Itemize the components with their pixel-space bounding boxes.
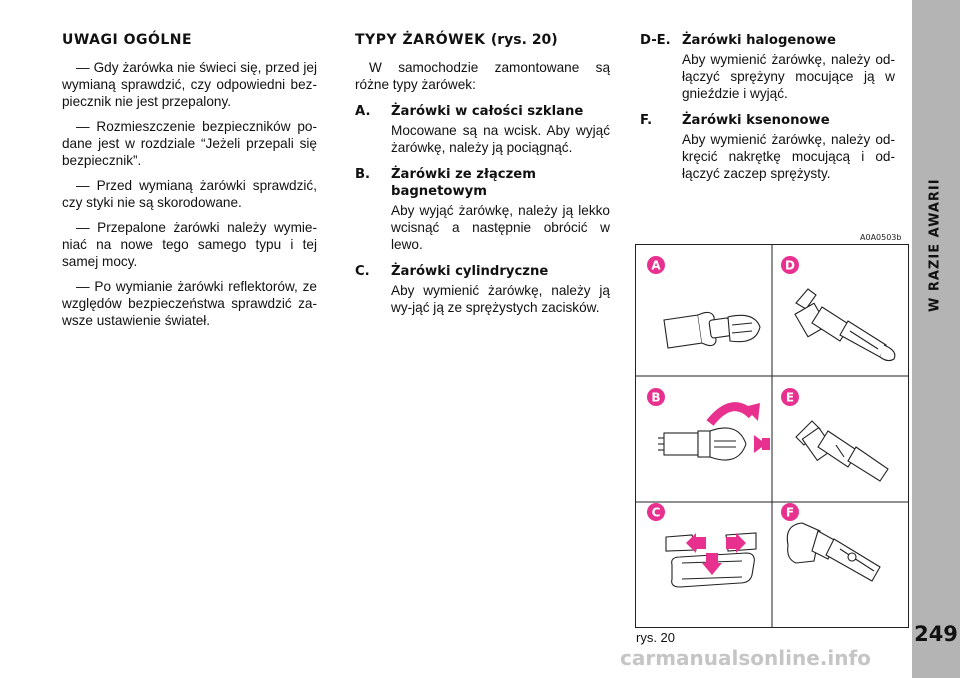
label-f-badge [781, 503, 799, 521]
label-d: D [785, 258, 795, 273]
bulb-illustration [636, 245, 908, 627]
rotate-arrow [710, 407, 752, 423]
list-item [640, 32, 895, 49]
item-title: Żarówki ksenonowe [682, 113, 830, 128]
item-title: Żarówki cylindryczne [391, 264, 549, 279]
bulb-e-halogen [796, 421, 888, 481]
label-b: B [651, 390, 661, 405]
watermark-text: carmanualsonline.info [620, 646, 871, 670]
column-bulb-types-cont [640, 32, 895, 188]
item-key: B. [355, 167, 371, 182]
paragraph: — Gdy żarówka nie świeci się, przed jej wymianą sprawdzić, czy odpowiedni bez-piecznik nie jest przepalony. [62, 60, 317, 109]
item-text: Aby wyjąć żarówkę, należy ją lekko wcisnąć a następnie obrócić w lewo. [391, 203, 610, 252]
item-title: Żarówki w całości szklane [391, 104, 584, 119]
column-general-notes [62, 32, 317, 337]
right-arrow-tail [726, 537, 736, 549]
heading-general-notes: UWAGI OGÓLNE [62, 32, 193, 48]
label-c: C [651, 505, 661, 520]
intro-paragraph: W samochodzie zamontowane są różne typy żarówek: [355, 60, 610, 92]
bulb-b-bayonet [658, 428, 746, 460]
item-title: Żarówki ze złączem bagnetowym [391, 167, 536, 199]
figure-code: A0A0503b [860, 233, 902, 242]
figure-caption: rys. 20 [636, 630, 676, 645]
list-item [355, 103, 610, 120]
label-c-badge [647, 503, 665, 521]
bulb-f-xenon [787, 523, 880, 581]
paragraph: — Przepalone żarówki należy wymie-niać na nowe tego samego typu i tej samej mocy. [62, 220, 317, 269]
item-text: Aby wymienić żarówkę, należy ją wy-jąć ją ze sprężystych zacisków. [391, 283, 610, 315]
bulb-types-figure [635, 244, 909, 628]
bulb-a-wedge [664, 312, 760, 348]
list-item [640, 112, 895, 129]
label-a: A [651, 258, 661, 273]
sidebar-band [912, 0, 960, 678]
page-number: 249 [914, 622, 958, 646]
item-text: Aby wymienić żarówkę, należy od-łączyć sprężyny mocujące ją w gnieździe i wyjąć. [682, 52, 895, 101]
column-bulb-types [355, 32, 610, 322]
item-title: Żarówki halogenowe [682, 33, 836, 48]
label-f: F [785, 505, 795, 520]
item-text: Mocowane są na wcisk. Aby wyjąć żarówkę, należy ją pociągnąć. [391, 123, 610, 155]
bulb-d-halogen [795, 289, 895, 361]
heading-text: TYPY ŻARÓWEK [355, 32, 486, 48]
item-key: D-E. [640, 33, 671, 48]
list-item [355, 263, 610, 280]
paragraph: — Przed wymianą żarówki sprawdzić, czy styki nie są skorodowane. [62, 178, 317, 210]
item-key: F. [640, 113, 653, 128]
paragraph: — Rozmieszczenie bezpieczników po-dane jest w rozdziale “Jeżeli przepali się bezpiecznik”. [62, 119, 317, 168]
heading-bulb-types [355, 32, 610, 49]
section-title: W RAZIE AWARII [927, 178, 943, 312]
left-arrow-tail [696, 537, 706, 549]
label-d-badge [781, 256, 799, 274]
label-a-badge [647, 256, 665, 274]
item-key: C. [355, 264, 370, 279]
list-item [355, 166, 610, 200]
item-key: A. [355, 104, 371, 119]
label-e: E [785, 390, 795, 405]
push-arrow-tail [762, 438, 770, 450]
label-e-badge [781, 388, 799, 406]
label-b-badge [647, 388, 665, 406]
item-text: Aby wymienić żarówkę, należy od-kręcić nakrętkę mocującą i od-łączyć zaczep sprężysty. [682, 132, 895, 181]
heading-figure-ref: (rys. 20) [490, 32, 558, 48]
down-arrow-tail [706, 553, 718, 563]
paragraph: — Po wymianie żarówki reflektorów, ze względów bezpieczeństwa sprawdzić za-wsze ustawienie świateł. [62, 279, 317, 328]
